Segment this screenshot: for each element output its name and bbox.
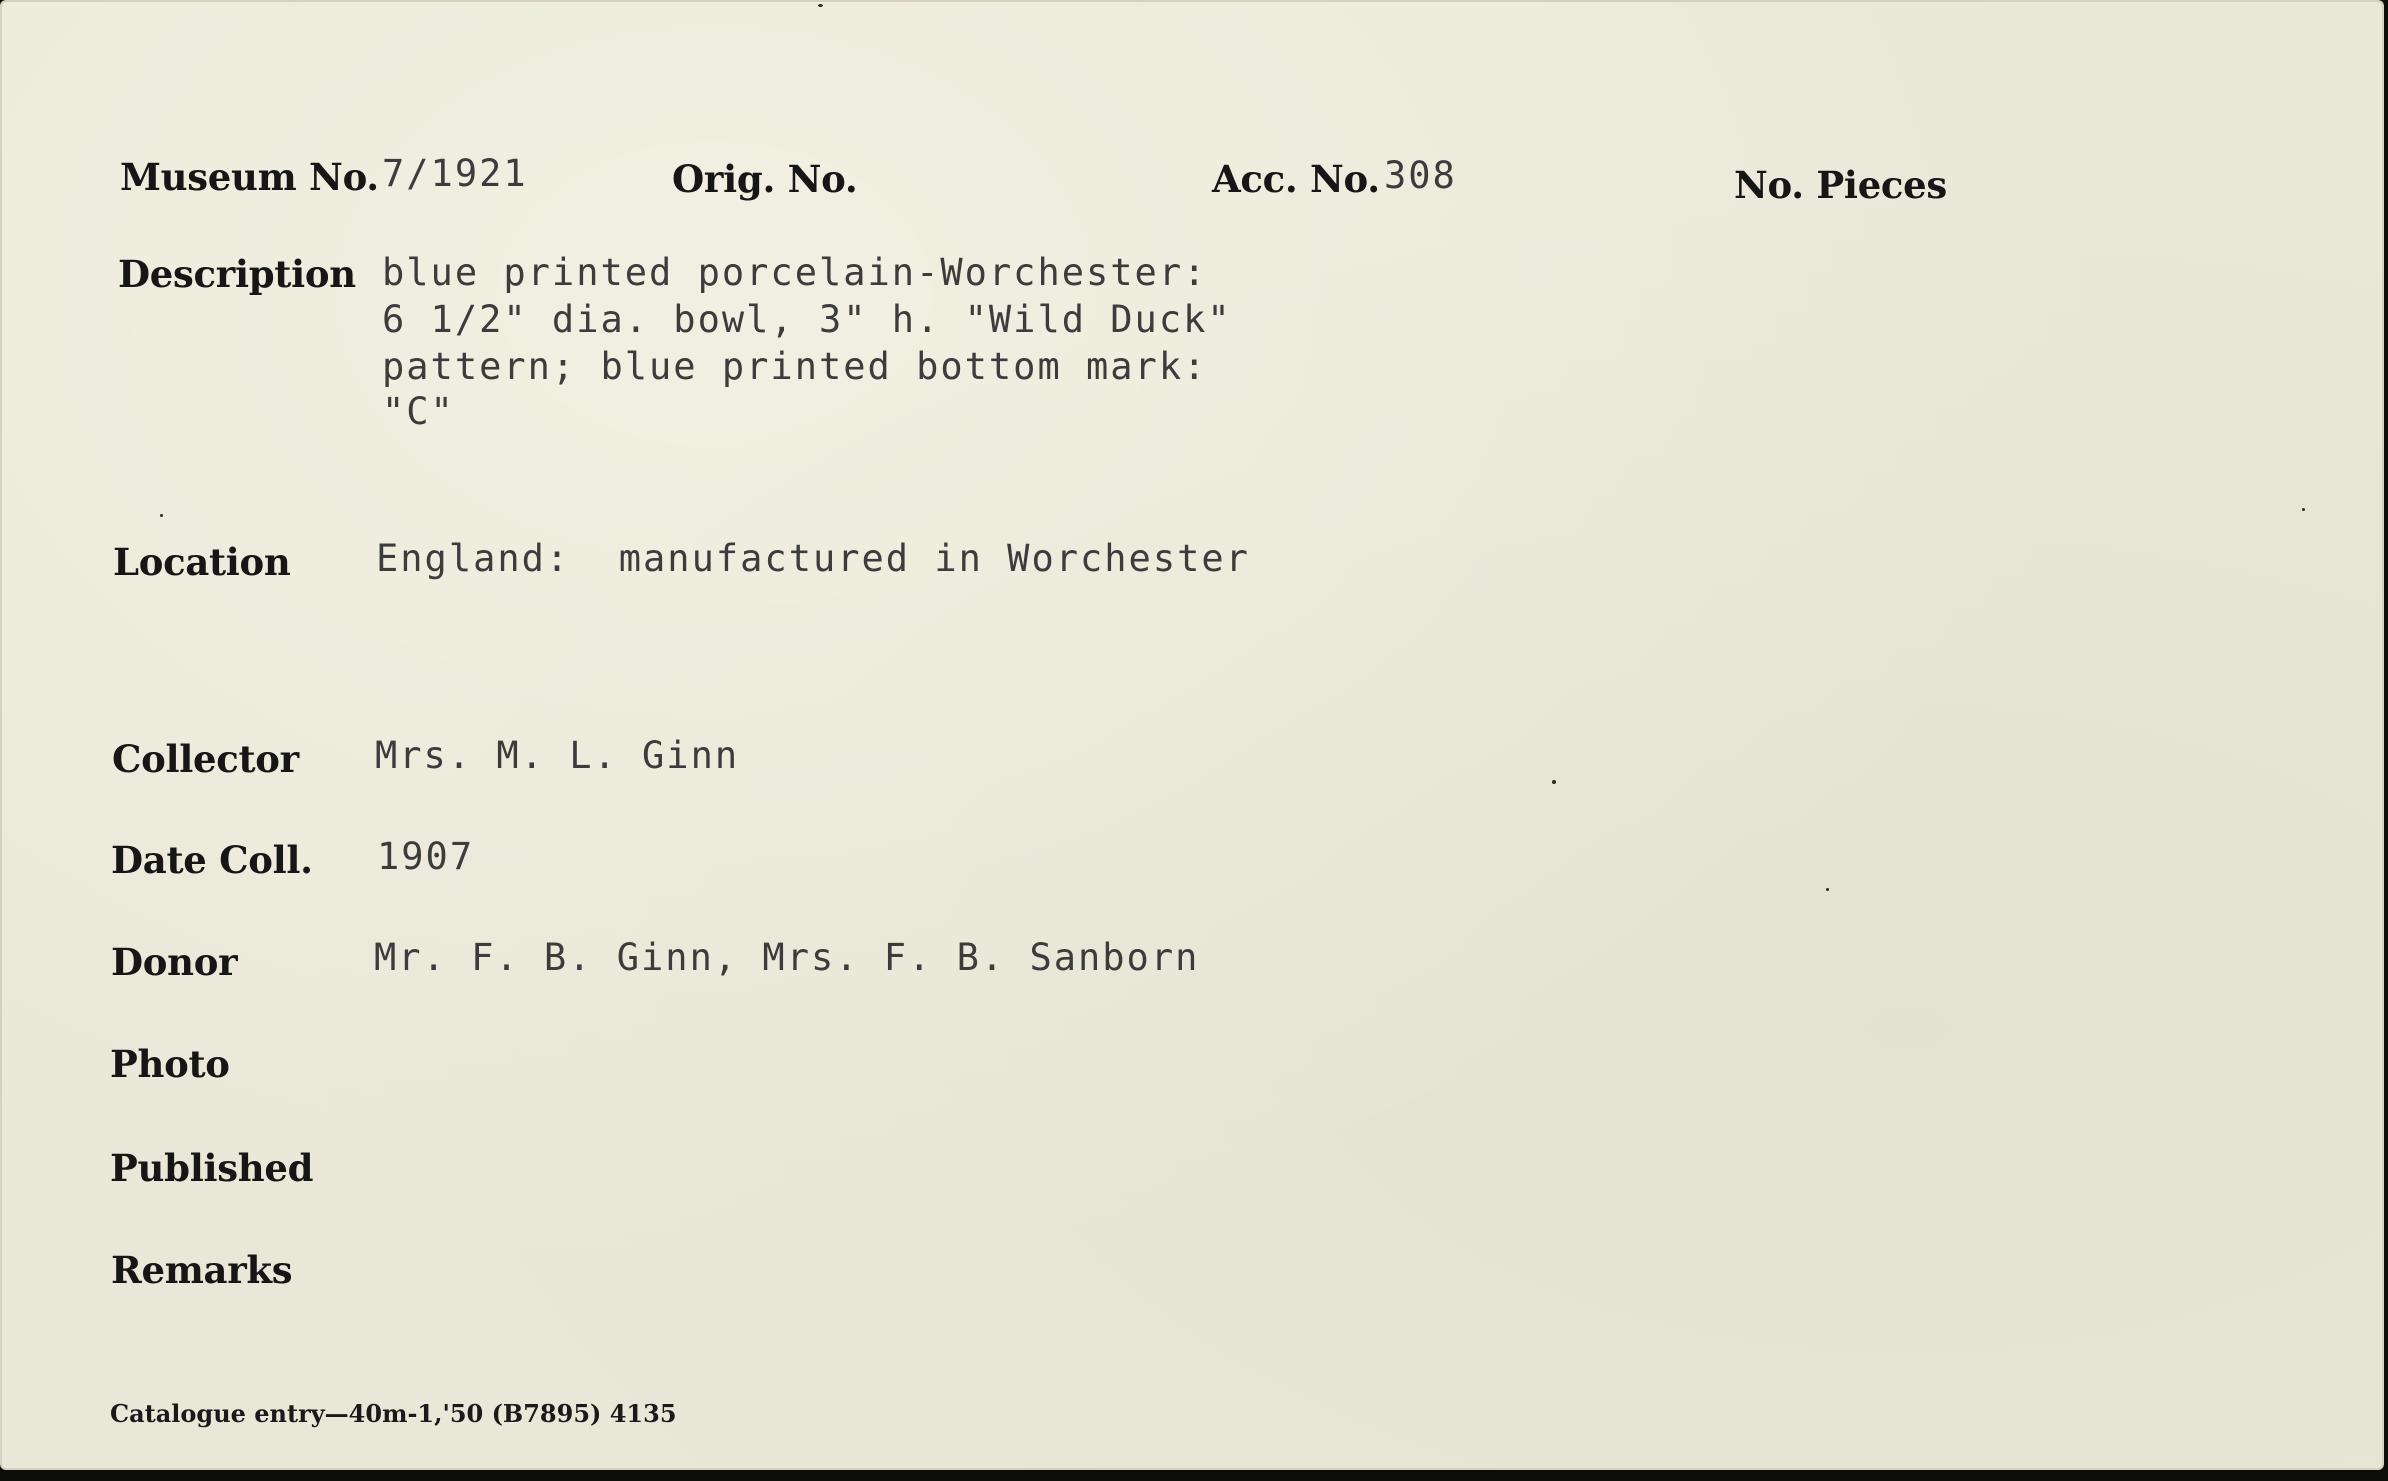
acc-no-label: Acc. No.: [1212, 157, 1380, 201]
museum-no-label: Museum No.: [120, 155, 379, 199]
collector-value: Mrs. M. L. Ginn: [375, 734, 740, 777]
description-line-2: 6 1/2" dia. bowl, 3" h. "Wild Duck": [382, 298, 1232, 341]
donor-label: Donor: [111, 940, 238, 984]
dust-speck: [1552, 780, 1556, 784]
dust-speck: [160, 514, 163, 517]
dust-speck: [818, 4, 823, 7]
dust-speck: [1826, 888, 1829, 891]
donor-value: Mr. F. B. Ginn, Mrs. F. B. Sanborn: [374, 936, 1200, 979]
collector-label: Collector: [112, 737, 299, 781]
description-label: Description: [118, 252, 356, 296]
description-line-1: blue printed porcelain-Worchester:: [382, 251, 1208, 294]
description-line-4: "C": [382, 390, 455, 433]
no-pieces-label: No. Pieces: [1734, 163, 1947, 207]
location-value: England: manufactured in Worchester: [376, 537, 1250, 580]
date-coll-label: Date Coll.: [111, 838, 313, 882]
location-label: Location: [113, 540, 291, 584]
orig-no-label: Orig. No.: [672, 157, 858, 201]
dust-speck: [2302, 508, 2305, 511]
catalogue-footer: Catalogue entry—40m-1,'50 (B7895) 4135: [110, 1399, 677, 1428]
date-coll-value: 1907: [377, 835, 475, 878]
remarks-label: Remarks: [111, 1248, 293, 1292]
photo-label: Photo: [110, 1042, 230, 1086]
description-line-3: pattern; blue printed bottom mark:: [382, 345, 1208, 388]
published-label: Published: [110, 1146, 314, 1190]
museum-no-value: 7/1921: [382, 152, 528, 195]
acc-no-value: 308: [1384, 154, 1457, 197]
